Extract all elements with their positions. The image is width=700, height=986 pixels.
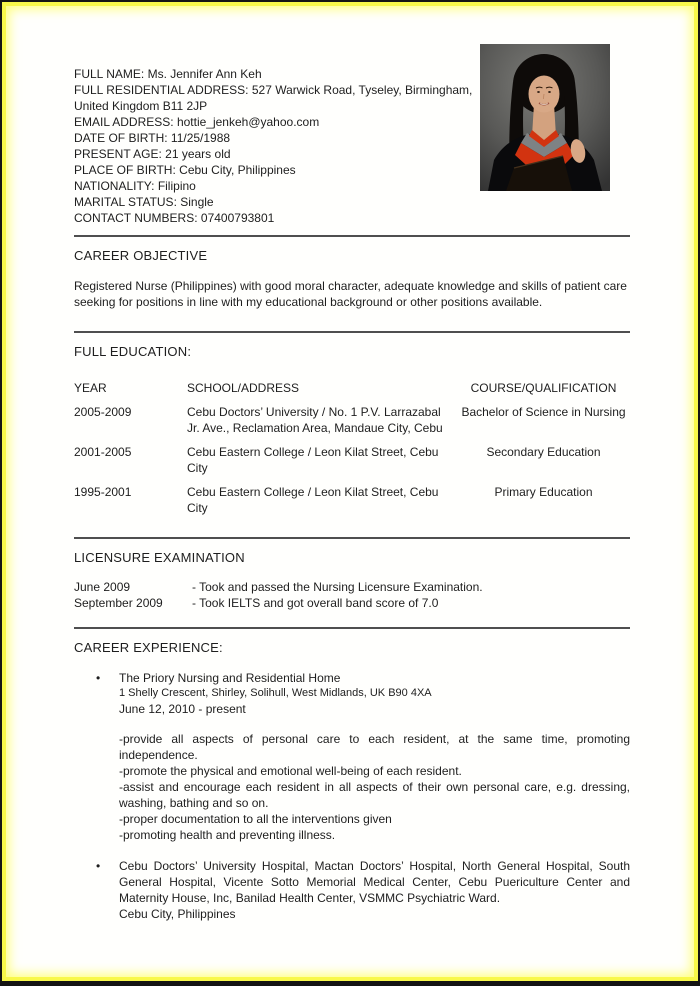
column-header-school: SCHOOL/ADDRESS bbox=[187, 381, 300, 395]
experience-duties bbox=[119, 731, 630, 843]
experience-entry bbox=[74, 858, 630, 922]
bullet-icon: • bbox=[96, 671, 101, 685]
field-label: NATIONALITY: bbox=[74, 179, 155, 193]
experience-location: Cebu City, Philippines bbox=[119, 907, 236, 921]
column-header-year: YEAR bbox=[74, 381, 107, 395]
career-objective-heading: CAREER OBJECTIVE bbox=[74, 248, 208, 263]
personal-info-line bbox=[74, 178, 476, 194]
duty-line: -assist and encourage each resident in all aspects of their own personal care, e.g. dressing, washing, bathing and so on. bbox=[119, 780, 630, 810]
education-course: Bachelor of Science in Nursing bbox=[461, 405, 626, 419]
personal-info-section bbox=[74, 66, 630, 226]
experience-period: June 12, 2010 - present bbox=[119, 702, 246, 716]
resume-content bbox=[74, 66, 630, 922]
experience-title: Cebu Doctors’ University Hospital, Mactan Doctors’ Hospital, North General Hospital, South General Hospital, Vicente Sotto Memorial Medical Center, Cebu Puericulture Center and Maternity House, Inc, Banilad Health Center, VSMMC Psychiatric Ward. bbox=[119, 859, 630, 905]
field-value: Filipino bbox=[157, 179, 196, 193]
education-row bbox=[74, 484, 630, 516]
field-value: Ms. Jennifer Ann Keh bbox=[147, 67, 262, 81]
education-table-header bbox=[74, 380, 630, 396]
education-school: Cebu Eastern College / Leon Kilat Street, Cebu City bbox=[187, 485, 439, 515]
career-objective-text: Registered Nurse (Philippines) with good moral character, adequate knowledge and skills of patient care seeking for positions in line with my educational background or other positions available. bbox=[74, 279, 627, 309]
duty-line: -promote the physical and emotional well-being of each resident. bbox=[119, 764, 462, 778]
education-course: Primary Education bbox=[494, 485, 593, 499]
field-label: MARITAL STATUS: bbox=[74, 195, 177, 209]
licensure-item bbox=[74, 595, 630, 611]
personal-info-line bbox=[74, 82, 476, 114]
personal-info-line bbox=[74, 210, 476, 226]
field-label: DATE OF BIRTH: bbox=[74, 131, 168, 145]
field-value: 21 years old bbox=[165, 147, 231, 161]
licensure-date: September 2009 bbox=[74, 596, 163, 610]
duty-line: -promoting health and preventing illness. bbox=[119, 828, 336, 842]
personal-info-line bbox=[74, 130, 476, 146]
field-value: 07400793801 bbox=[200, 211, 275, 225]
education-course: Secondary Education bbox=[486, 445, 601, 459]
licensure-section bbox=[74, 550, 630, 611]
bullet-icon: • bbox=[96, 859, 101, 873]
education-year: 2005-2009 bbox=[74, 405, 132, 419]
field-value: hottie_jenkeh@yahoo.com bbox=[176, 115, 320, 129]
personal-info-line bbox=[74, 114, 476, 130]
field-label: PLACE OF BIRTH: bbox=[74, 163, 176, 177]
personal-info-line bbox=[74, 162, 476, 178]
section-divider bbox=[74, 331, 630, 333]
field-label: FULL NAME: bbox=[74, 67, 145, 81]
education-school: Cebu Doctors’ University / No. 1 P.V. Larrazabal Jr. Ave., Reclamation Area, Mandaue City, Cebu bbox=[187, 405, 443, 435]
field-label: PRESENT AGE: bbox=[74, 147, 162, 161]
personal-info-line bbox=[74, 146, 476, 162]
experience-address: 1 Shelly Crescent, Shirley, Solihull, West Midlands, UK B90 4XA bbox=[119, 687, 432, 699]
licensure-date: June 2009 bbox=[74, 580, 131, 594]
licensure-item bbox=[74, 579, 630, 595]
education-year: 2001-2005 bbox=[74, 445, 132, 459]
career-objective-section bbox=[74, 248, 630, 310]
experience-entry bbox=[74, 670, 630, 843]
section-divider bbox=[74, 627, 630, 629]
experience-section bbox=[74, 640, 630, 922]
personal-info-line bbox=[74, 194, 476, 210]
field-value: 527 Warwick Road, Tyseley, Birmingham, United Kingdom B11 2JP bbox=[74, 83, 473, 113]
section-divider bbox=[74, 235, 630, 237]
experience-title: The Priory Nursing and Residential Home bbox=[119, 671, 341, 685]
field-label: CONTACT NUMBERS: bbox=[74, 211, 198, 225]
field-value: Cebu City, Philippines bbox=[179, 163, 296, 177]
field-label: EMAIL ADDRESS: bbox=[74, 115, 174, 129]
field-value: Single bbox=[180, 195, 214, 209]
section-divider bbox=[74, 537, 630, 539]
licensure-description: - Took and passed the Nursing Licensure Examination. bbox=[192, 580, 483, 594]
education-row bbox=[74, 404, 630, 436]
education-row bbox=[74, 444, 630, 476]
duty-line: -provide all aspects of personal care to each resident, at the same time, promoting independence. bbox=[119, 732, 630, 762]
field-label: FULL RESIDENTIAL ADDRESS: bbox=[74, 83, 249, 97]
education-school: Cebu Eastern College / Leon Kilat Street, Cebu City bbox=[187, 445, 439, 475]
duty-line: -proper documentation to all the interventions given bbox=[119, 812, 392, 826]
licensure-description: - Took IELTS and got overall band score of 7.0 bbox=[192, 596, 439, 610]
licensure-heading: LICENSURE EXAMINATION bbox=[74, 550, 245, 565]
licensure-list bbox=[74, 579, 630, 611]
education-year: 1995-2001 bbox=[74, 485, 132, 499]
personal-info-line bbox=[74, 66, 476, 82]
column-header-course: COURSE/QUALIFICATION bbox=[470, 381, 617, 395]
experience-heading: CAREER EXPERIENCE: bbox=[74, 640, 223, 655]
education-heading: FULL EDUCATION: bbox=[74, 344, 192, 359]
field-value: 11/25/1988 bbox=[170, 131, 231, 145]
education-section bbox=[74, 344, 630, 516]
